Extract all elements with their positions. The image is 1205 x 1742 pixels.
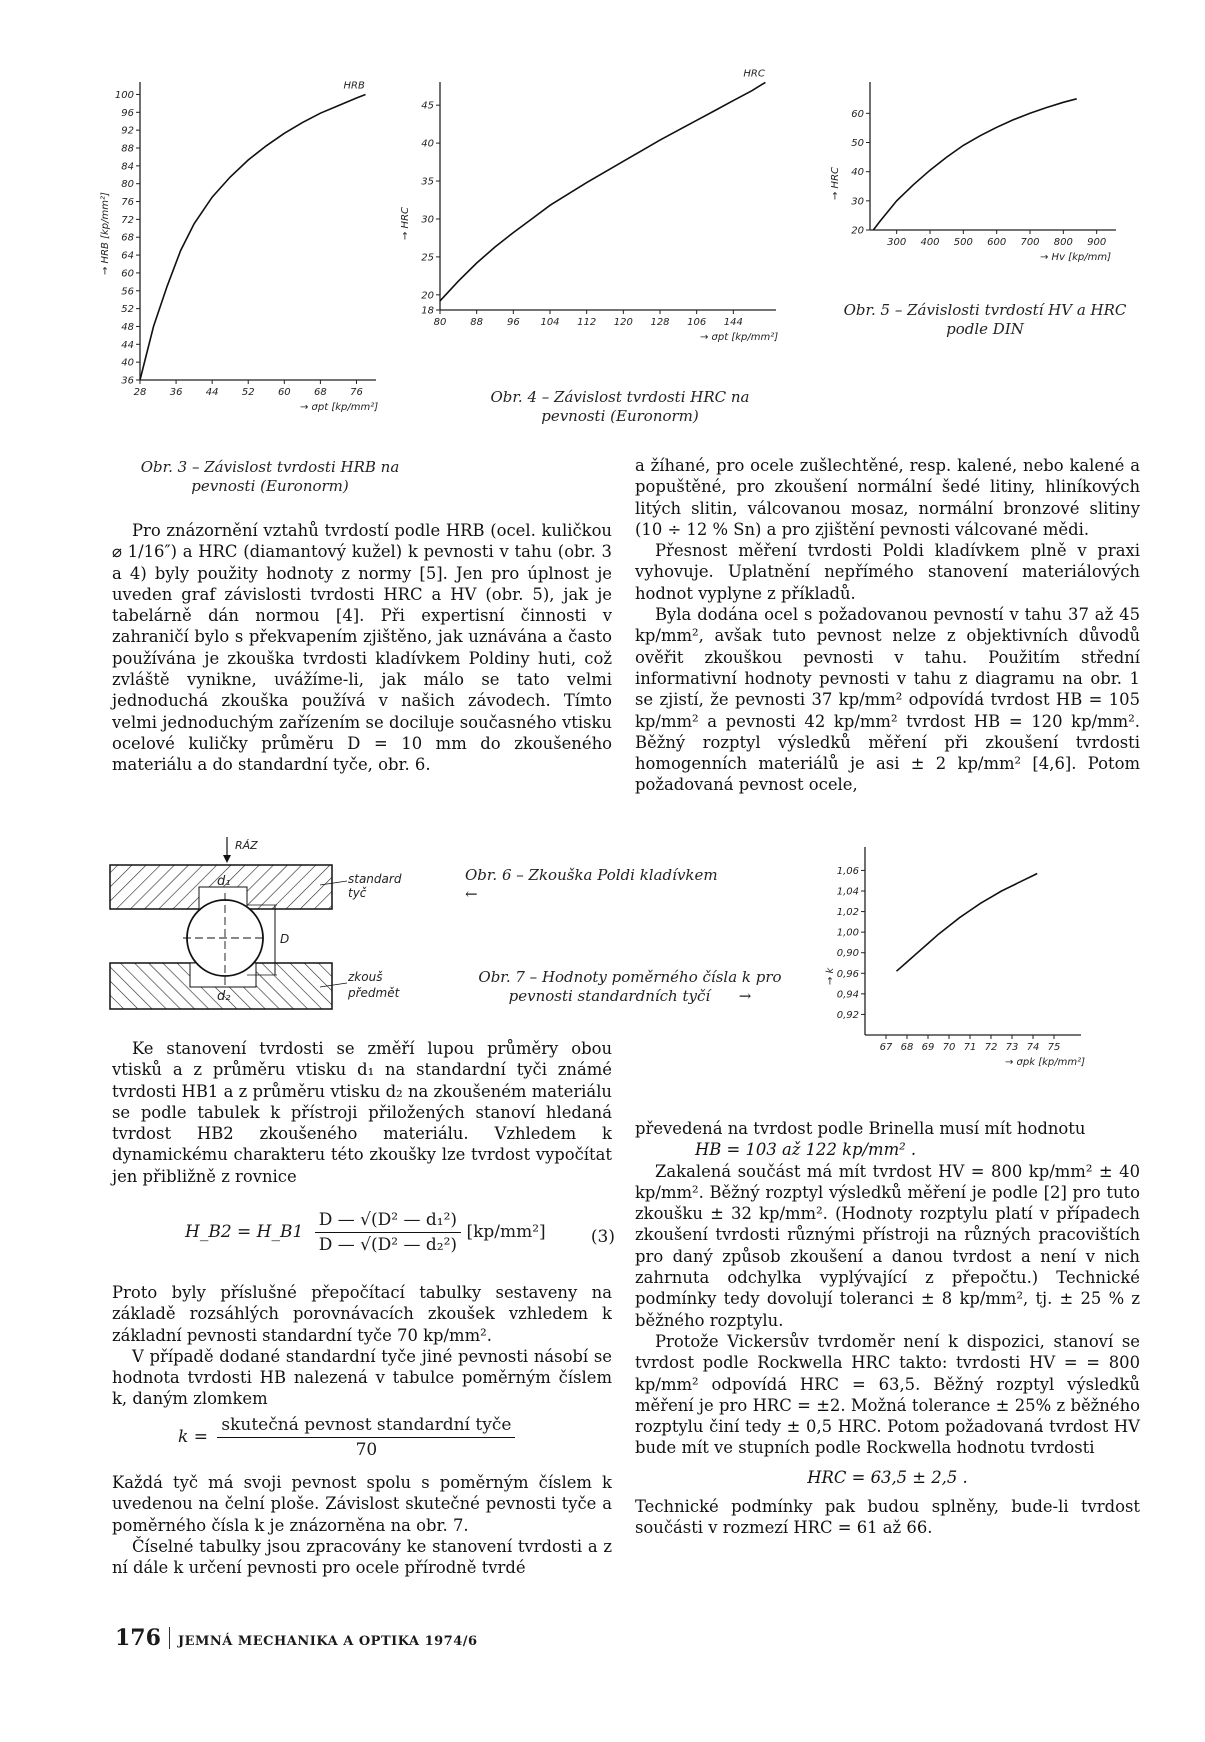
- svg-text:→ k: → k: [825, 967, 836, 985]
- page-footer: [115, 1625, 478, 1651]
- svg-text:68: 68: [314, 387, 327, 398]
- svg-text:→ σpt [kp/mm²]: → σpt [kp/mm²]: [300, 402, 379, 413]
- svg-text:68: 68: [900, 1042, 914, 1053]
- figure-obr6-diagram: [105, 835, 455, 1015]
- right-column-upper: [635, 455, 1140, 796]
- svg-text:80: 80: [121, 179, 134, 191]
- paragraph: Přesnost měření tvrdosti Poldi kladívkem plně v praxi vyhovuje. Uplatnění nepřímého stanovení materiálových hodnot vyplyne z příkladů.: [635, 541, 1140, 603]
- footer-divider: [169, 1627, 170, 1649]
- svg-text:104: 104: [540, 317, 560, 328]
- label-d1: d₁: [217, 874, 231, 889]
- label-D: D: [280, 932, 290, 946]
- equation-hrc: HRC = 63,5 ± 2,5 .: [807, 1467, 968, 1487]
- poldi-hammer-diagram: [105, 835, 455, 1015]
- svg-text:0,90: 0,90: [836, 948, 859, 960]
- paragraph: a žíhané, pro ocele zušlechtěné, resp. kalené, nebo kalené a popuštěné, pro zkoušení normální šedé litiny, hliníkových litých slitin, válcovanou mosaz, normální bronzové slitiny (10 ÷ 12 % Sn) a pro zjištění pevnosti válcované mědi.: [635, 456, 1140, 539]
- equation-hb: HB = 103 až 122 kp/mm² .: [695, 1140, 917, 1160]
- paragraph: Každá tyč má svoji pevnost spolu s poměrným číslem k uvedenou na čelní ploše. Závislost skutečné pevnosti tyče a poměrného čísla k je znázorněna na obr. 7.: [112, 1473, 612, 1535]
- svg-text:52: 52: [121, 304, 134, 316]
- svg-text:50: 50: [851, 138, 864, 149]
- obr7-plot: [825, 845, 1135, 1085]
- paragraph: Protože Vickersův tvrdoměr není k dispozici, stanoví se tvrdost podle Rockwella HRC takto: tvrdosti HV = = 800 kp/mm² odpovídá HRC = 63,5. Běžný rozptyl výsledků měření je pro HRC = ±2. Možná tolerance ± 25% z běžného rozptylu činí tedy ± 0,5 HRC. Potom požadovaná tvrdost HV bude mít ve stupních podle Rockwella hodnotu tvrdosti: [635, 1331, 1140, 1458]
- figure-obr3-chart: [100, 80, 410, 440]
- paragraph: Číselné tabulky jsou zpracovány ke stanovení tvrdosti a z ní dále k určení pevnosti pro ocele přírodně tvrdé: [112, 1536, 612, 1578]
- svg-text:→ Hv [kp/mm]: → Hv [kp/mm]: [1040, 252, 1111, 263]
- label-d2: d₂: [217, 989, 231, 1004]
- svg-text:72: 72: [984, 1042, 998, 1053]
- svg-text:120: 120: [613, 317, 633, 328]
- figure-obr4-chart: [400, 68, 820, 380]
- svg-text:106: 106: [687, 317, 707, 328]
- svg-text:52: 52: [241, 387, 255, 398]
- svg-text:69: 69: [921, 1042, 935, 1053]
- svg-text:45: 45: [421, 100, 434, 112]
- figure-obr7-chart: [825, 845, 1135, 1085]
- svg-text:20: 20: [421, 290, 434, 302]
- svg-text:25: 25: [421, 252, 434, 264]
- paragraph: Zakalená součást má mít tvrdost HV = 800 kp/mm² ± 40 kp/mm². Běžný rozptyl výsledků měření je podle [2] pro tuto zkoušku ± 32 kp/mm². (Hodnoty rozptylu platí v případech zkoušení tvrdosti různými přístroji na různých pracovištích pro daný způsob zkoušení a danou tvrdost a není v nich zahrnuta odchylka vyplývající z přepočtu.) Technické podmínky tedy dovolují toleranci ± 8 kp/mm², tj. ± 25 % z běžného rozptylu.: [635, 1161, 1140, 1330]
- svg-text:20: 20: [851, 225, 864, 237]
- figure-obr7-caption: Obr. 7 – Hodnoty poměrného čísla k pro pevnosti standardních tyčí →: [478, 968, 782, 1005]
- svg-text:68: 68: [121, 232, 134, 244]
- svg-text:84: 84: [121, 161, 134, 173]
- figure-obr5-chart: [830, 80, 1140, 290]
- svg-text:→ HRC: → HRC: [830, 166, 841, 200]
- svg-text:74: 74: [1026, 1042, 1040, 1053]
- figure-obr3-caption: Obr. 3 – Závislost tvrdosti HRB na pevnosti (Euronorm): [140, 458, 400, 495]
- svg-text:100: 100: [114, 89, 134, 101]
- svg-text:0,94: 0,94: [836, 989, 859, 1001]
- svg-text:500: 500: [953, 237, 973, 248]
- svg-text:36: 36: [169, 387, 183, 398]
- svg-text:1,02: 1,02: [836, 907, 859, 919]
- right-column-lower: [635, 1118, 1140, 1539]
- svg-text:700: 700: [1020, 237, 1040, 248]
- label-raz: RÁZ: [235, 839, 258, 852]
- svg-text:1,06: 1,06: [836, 865, 859, 877]
- journal-title: JEMNÁ MECHANIKA A OPTIKA 1974/6: [177, 1634, 478, 1649]
- svg-text:112: 112: [577, 317, 597, 328]
- svg-text:92: 92: [121, 125, 134, 137]
- svg-text:předmět: předmět: [348, 986, 400, 1000]
- svg-text:1,00: 1,00: [836, 927, 859, 939]
- paragraph: V případě dodané standardní tyče jiné pevnosti násobí se hodnota tvrdosti HB nalezená v tabulce poměrným číslem k, daným zlomkem: [112, 1346, 612, 1409]
- svg-text:44: 44: [205, 387, 219, 398]
- svg-text:60: 60: [121, 268, 134, 280]
- svg-text:40: 40: [121, 357, 134, 369]
- svg-text:600: 600: [987, 237, 1007, 248]
- svg-text:30: 30: [851, 196, 864, 208]
- equation-k: k = $\frac{\text{skutečná pevnost standardní tyče}}{70}$: [178, 1415, 515, 1460]
- svg-text:→ HRC: → HRC: [400, 206, 411, 240]
- svg-text:800: 800: [1053, 237, 1073, 248]
- paragraph: převedená na tvrdost podle Brinella musí mít hodnotu: [635, 1119, 1086, 1138]
- svg-text:96: 96: [121, 107, 134, 119]
- svg-text:28: 28: [133, 387, 147, 398]
- paragraph: Pro znázornění vztahů tvrdostí podle HRB (ocel. kuličkou ⌀ 1/16″) a HRC (diamantový kužel) k pevnosti v tahu (obr. 3 a 4) byly použity hodnoty z normy [5]. Jen pro úplnost je uveden graf závislosti tvrdosti HRC a HV (obr. 5), jak je tabelárně dán normou [4]. Při expertisní činnosti v zahraničí bylo s překvapením zjištěno, jak uznávána a často používána je zkouška tvrdosti kladívkem Poldiny huti, což zvláště vynikne, uvážíme-li, jak málo se tato velmi jednoduchá zkouška používá v našich závodech. Tímto velmi jednoduchým zařízením se dociluje současného vtisku ocelové kuličky průměru D = 10 mm do zkoušeného materiálu a do standardní tyče, obr. 6.: [112, 521, 612, 775]
- svg-text:→ σpt [kp/mm²]: → σpt [kp/mm²]: [700, 332, 779, 343]
- svg-text:35: 35: [421, 176, 434, 188]
- svg-text:1,04: 1,04: [836, 886, 859, 898]
- svg-text:144: 144: [723, 317, 743, 328]
- svg-text:→ σpk [kp/mm²]: → σpk [kp/mm²]: [1005, 1057, 1086, 1068]
- svg-text:67: 67: [879, 1042, 893, 1053]
- svg-text:44: 44: [121, 339, 134, 351]
- left-column-lower-2: [112, 1282, 612, 1410]
- obr7-curve: [897, 874, 1038, 972]
- arrow-right-icon: →: [738, 987, 752, 1005]
- svg-text:71: 71: [963, 1042, 977, 1053]
- svg-text:88: 88: [121, 143, 134, 155]
- label-test-piece: zkouš: [348, 970, 383, 984]
- svg-text:0,92: 0,92: [836, 1009, 859, 1021]
- left-column-lower-3: [112, 1472, 612, 1578]
- paragraph: Byla dodána ocel s požadovanou pevností v tahu 37 až 45 kp/mm², avšak tuto pevnost nelze z objektivních důvodů ověřit zkouškou pevnosti v tahu. Použitím střední informativní hodnoty pevnosti v tahu z diagramu na obr. 1 se zjistí, že pevnosti 37 kp/mm² odpovídá tvrdost HB = 105 kp/mm² a pevnosti 42 kp/mm² tvrdost HB = 120 kp/mm². Běžný rozptyl výsledků měření při zkoušení tvrdosti homogenních materiálů je asi ± 2 kp/mm² [4,6]. Potom požadovaná pevnost ocele,: [635, 605, 1140, 795]
- svg-text:80: 80: [433, 317, 447, 328]
- figure-obr4-caption: Obr. 4 – Závislost tvrdosti HRC na pevnosti (Euronorm): [490, 388, 750, 425]
- page-number: 176: [115, 1625, 161, 1651]
- equation-3: H_B2 = H_B1 $\frac{\text{D — √(D² — d₁²)}}{\text{D — √(D² — d₂²)}}$ [kp/mm²] (3): [185, 1210, 615, 1255]
- left-column-lower: [112, 1038, 612, 1187]
- label-standard-bar: standard: [348, 872, 402, 886]
- svg-text:75: 75: [1047, 1042, 1061, 1053]
- figure-obr5-caption: Obr. 5 – Závislosti tvrdostí HV a HRC podle DIN: [843, 301, 1127, 338]
- svg-text:40: 40: [851, 167, 864, 179]
- svg-text:72: 72: [121, 214, 134, 226]
- svg-text:60: 60: [851, 108, 864, 120]
- figure-obr6-caption: Obr. 6 – Zkouška Poldi kladívkem ←: [465, 866, 718, 903]
- svg-text:300: 300: [887, 237, 907, 248]
- obr5-plot: [830, 80, 1140, 290]
- svg-text:56: 56: [121, 286, 134, 298]
- svg-text:36: 36: [121, 375, 134, 387]
- svg-text:76: 76: [121, 197, 134, 209]
- svg-text:18: 18: [421, 305, 434, 317]
- svg-text:HRC: HRC: [743, 68, 765, 80]
- svg-text:tyč: tyč: [348, 886, 367, 900]
- svg-text:88: 88: [470, 317, 484, 328]
- left-column-upper: [112, 520, 612, 776]
- obr4-plot: [400, 68, 820, 380]
- equation-number: (3): [590, 1227, 615, 1247]
- svg-text:48: 48: [121, 321, 134, 333]
- paragraph: Proto byly příslušné přepočítací tabulky sestaveny na základě rozsáhlých porovnávacích zkoušek vzhledem k základní pevnosti standardní tyče 70 kp/mm².: [112, 1283, 612, 1345]
- svg-text:HRB: HRB: [343, 80, 365, 92]
- obr4-curve: [440, 82, 765, 301]
- svg-text:60: 60: [277, 387, 291, 398]
- svg-text:40: 40: [421, 138, 434, 150]
- svg-text:73: 73: [1005, 1042, 1019, 1053]
- paragraph: Ke stanovení tvrdosti se změří lupou průměry obou vtisků a z průměru vtisku d₁ na standardní tyči známé tvrdosti HB1 a z průměru vtisku d₂ na zkoušeném materiálu se podle tabulek k přístroji přiložených stanoví hledaná tvrdost HB2 zkoušeného materiálu. Vzhledem k dynamickému charakteru této zkoušky lze tvrdost vypočítat jen přibližně z rovnice: [112, 1039, 612, 1186]
- obr3-curve: [140, 95, 366, 381]
- svg-text:400: 400: [920, 237, 940, 248]
- svg-text:0,96: 0,96: [836, 968, 859, 980]
- svg-text:64: 64: [121, 250, 134, 262]
- svg-text:76: 76: [350, 387, 363, 398]
- paragraph: Technické podmínky pak budou splněny, bude-li tvrdost součásti v rozmezí HRC = 61 až 66.: [635, 1497, 1140, 1538]
- svg-text:→ HRB [kp/mm²]: → HRB [kp/mm²]: [100, 192, 111, 275]
- svg-text:96: 96: [506, 317, 520, 328]
- svg-text:900: 900: [1087, 237, 1107, 248]
- svg-text:30: 30: [421, 214, 434, 226]
- arrow-left-icon: ←: [465, 885, 478, 903]
- svg-text:128: 128: [650, 317, 670, 328]
- obr3-plot: [100, 80, 410, 440]
- obr5-curve: [873, 99, 1076, 230]
- svg-text:70: 70: [942, 1042, 956, 1053]
